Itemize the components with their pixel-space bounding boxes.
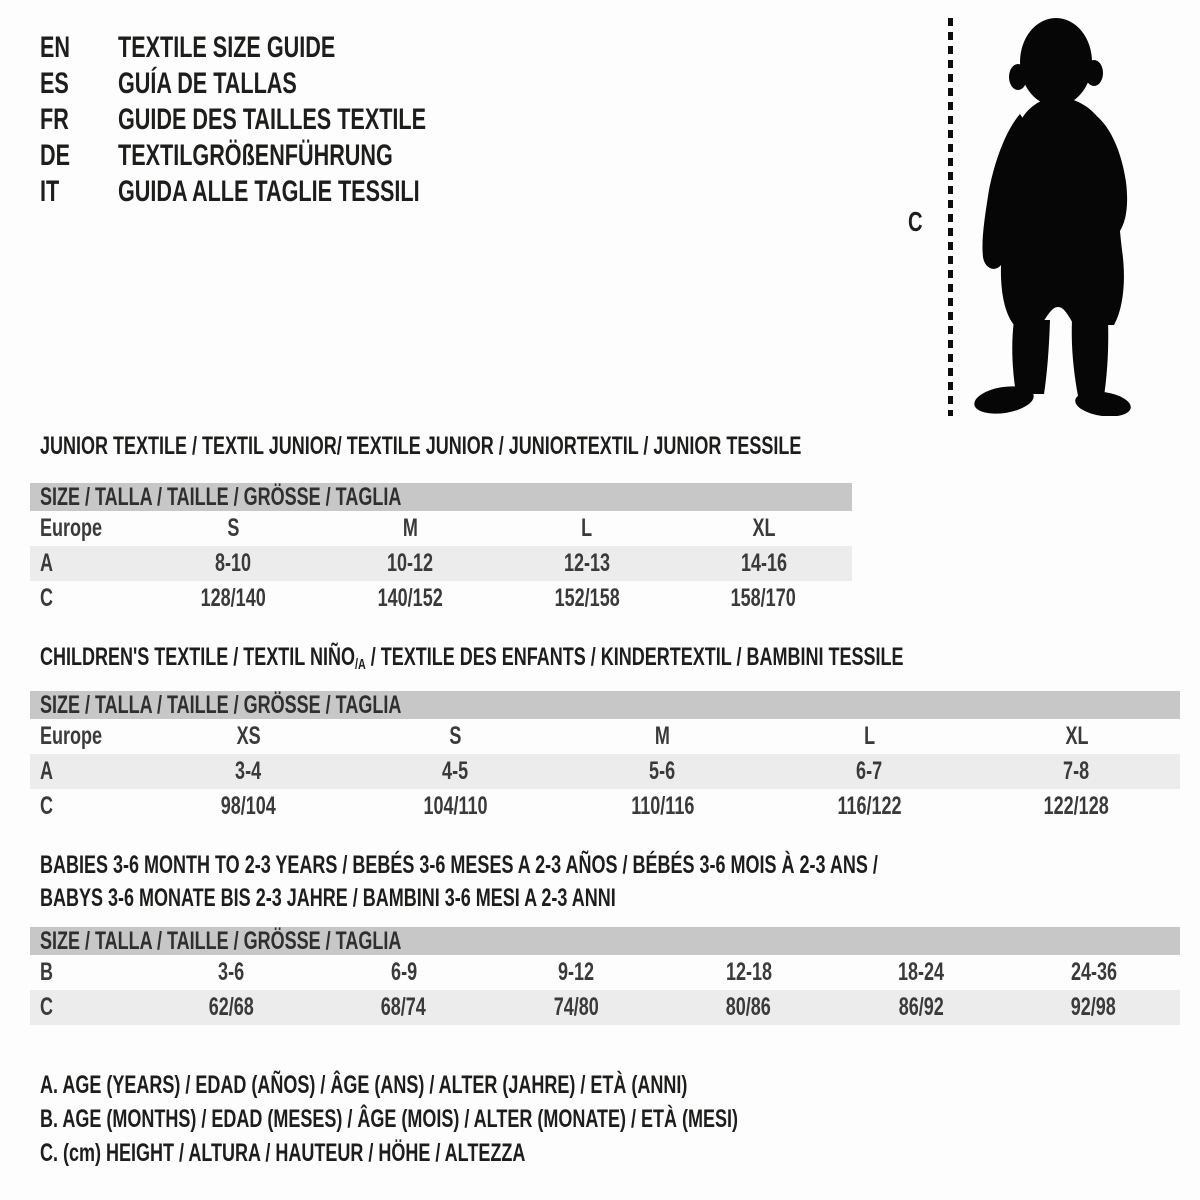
months-cell: 3-6	[218, 958, 245, 986]
junior-age-row	[30, 546, 852, 581]
height-cell: 62/68	[208, 993, 254, 1021]
junior-section-title: JUNIOR TEXTILE / TEXTIL JUNIOR/ TEXTILE JUNIOR / JUNIORTEXTIL / JUNIOR TESSILE	[40, 432, 802, 460]
height-cell: 128/140	[200, 584, 266, 612]
babies-section-title-line2: BABYS 3-6 MONATE BIS 2-3 JAHRE / BAMBINI 3-6 MESI A 2-3 ANNI	[40, 884, 616, 912]
height-cell: 122/128	[1043, 792, 1110, 820]
lang-label-de: TEXTILGRÖßENFÜHRUNG	[118, 139, 393, 172]
age-cell: 8-10	[215, 549, 252, 577]
junior-height-row	[30, 581, 852, 616]
size-cell: L	[863, 722, 876, 750]
babies-section-title-line1: BABIES 3-6 MONTH TO 2-3 YEARS / BEBÉS 3-6 MESES A 2-3 AÑOS / BÉBÉS 3-6 MOIS À 2-3 ANS /	[40, 851, 878, 879]
lang-code-fr: FR	[40, 103, 69, 136]
height-cell: 86/92	[898, 993, 944, 1021]
height-cell: 116/122	[837, 792, 902, 820]
months-cell: 9-12	[558, 958, 595, 986]
months-cell: 18-24	[898, 958, 945, 986]
lang-label-fr: GUIDE DES TAILLES TEXTILE	[118, 103, 427, 136]
toddler-silhouette-icon	[966, 16, 1138, 416]
children-height-row	[30, 789, 1180, 824]
height-cell: 92/98	[1071, 993, 1117, 1021]
row-label-a: A	[40, 757, 54, 785]
age-cell: 12-13	[563, 549, 610, 577]
size-cell: XL	[1064, 722, 1088, 750]
junior-size-row	[30, 511, 852, 546]
size-cell: XS	[236, 722, 261, 750]
lang-code-es: ES	[40, 67, 69, 100]
lang-label-en: TEXTILE SIZE GUIDE	[118, 31, 336, 64]
lang-row-de	[40, 138, 560, 174]
lang-row-es	[40, 66, 560, 102]
europe-label: Europe	[40, 722, 103, 750]
height-cell: 152/158	[554, 584, 620, 612]
lang-row-fr	[40, 102, 560, 138]
height-cell: 158/170	[731, 584, 797, 612]
babies-months-row	[30, 955, 1180, 990]
row-label-b: B	[40, 958, 54, 986]
size-cell: L	[581, 514, 593, 542]
age-cell: 4-5	[442, 757, 469, 785]
age-cell: 5-6	[649, 757, 676, 785]
row-label-a: A	[40, 549, 54, 577]
babies-size-table	[30, 927, 1180, 1025]
height-cell: 98/104	[220, 792, 277, 820]
height-cell: 140/152	[377, 584, 443, 612]
row-label-c: C	[40, 792, 54, 820]
size-cell: M	[654, 722, 670, 750]
height-cell: 80/86	[726, 993, 772, 1021]
nino-a-subscript: /A	[354, 656, 366, 673]
figure-height-label: C	[908, 206, 923, 237]
row-label-c: C	[40, 584, 54, 612]
lang-row-it	[40, 174, 560, 210]
legend-line-b: B. AGE (MONTHS) / EDAD (MESES) / ÂGE (MOIS) / ALTER (MONATE) / ETÀ (MESI)	[40, 1105, 738, 1133]
children-age-row	[30, 754, 1180, 789]
children-size-row	[30, 719, 1180, 754]
size-cell: S	[227, 514, 240, 542]
babies-height-row	[30, 990, 1180, 1025]
age-cell: 14-16	[740, 549, 787, 577]
height-cell: 68/74	[381, 993, 427, 1021]
language-title-block	[40, 30, 560, 210]
months-cell: 6-9	[390, 958, 417, 986]
height-cell: 74/80	[553, 993, 599, 1021]
babies-size-header-bar: SIZE / TALLA / TAILLE / GRÖSSE / TAGLIA	[30, 927, 1180, 955]
age-cell: 6-7	[856, 757, 883, 785]
row-label-c: C	[40, 993, 54, 1021]
europe-label: Europe	[40, 514, 103, 542]
legend-block	[40, 1068, 1009, 1170]
children-section-title: CHILDREN'S TEXTILE / TEXTIL $NIÑO_{/A}$ / TEXTILE DES ENFANTS / KINDERTEXTIL / BAMBINI TESSILE	[40, 643, 904, 673]
age-cell: 10-12	[387, 549, 434, 577]
size-cell: M	[402, 514, 418, 542]
months-cell: 12-18	[725, 958, 772, 986]
children-size-header-bar: SIZE / TALLA / TAILLE / GRÖSSE / TAGLIA	[30, 691, 1180, 719]
size-cell: S	[449, 722, 462, 750]
height-dashed-line-icon	[948, 18, 953, 416]
junior-size-header-bar: SIZE / TALLA / TAILLE / GRÖSSE / TAGLIA	[30, 483, 852, 511]
junior-size-table	[30, 483, 852, 616]
lang-row-en	[40, 30, 560, 66]
lang-label-es: GUÍA DE TALLAS	[118, 67, 297, 100]
height-cell: 110/116	[630, 792, 695, 820]
legend-line-a: A. AGE (YEARS) / EDAD (AÑOS) / ÂGE (ANS) / ALTER (JAHRE) / ETÀ (ANNI)	[40, 1071, 688, 1099]
height-cell: 104/110	[423, 792, 488, 820]
age-cell: 7-8	[1063, 757, 1090, 785]
lang-code-it: IT	[40, 175, 60, 208]
size-cell: XL	[752, 514, 776, 542]
children-size-table	[30, 691, 1180, 824]
months-cell: 24-36	[1070, 958, 1117, 986]
lang-code-en: EN	[40, 31, 71, 64]
lang-code-de: DE	[40, 139, 71, 172]
lang-label-it: GUIDA ALLE TAGLIE TESSILI	[118, 175, 420, 208]
legend-line-c: C. (cm) HEIGHT / ALTURA / HAUTEUR / HÖHE / ALTEZZA	[40, 1139, 526, 1167]
age-cell: 3-4	[235, 757, 262, 785]
